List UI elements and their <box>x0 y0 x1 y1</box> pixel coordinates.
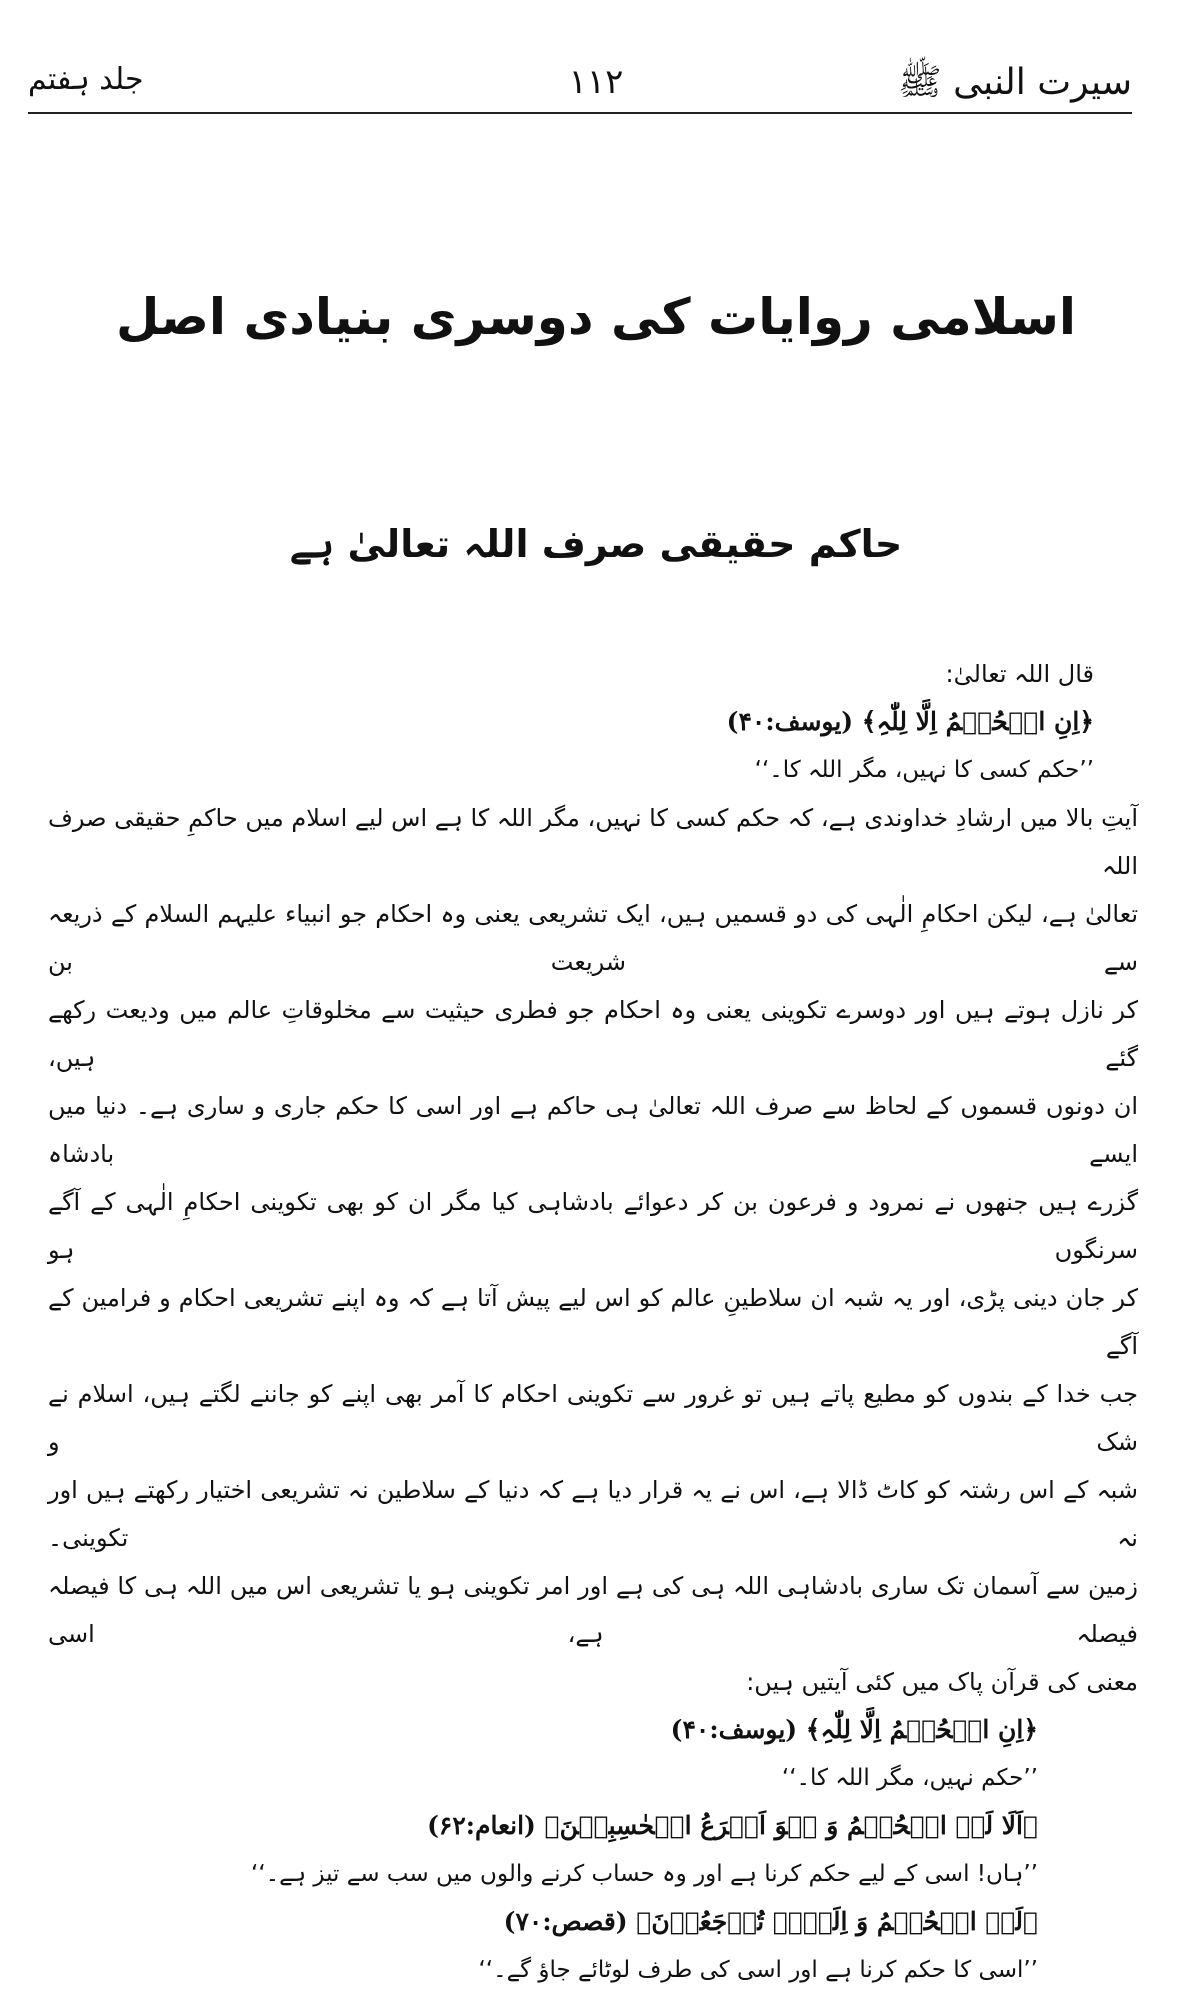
paragraph-line: کر جان دینی پڑی، اور یہ شبہ ان سلاطینِ عالم کو اس لیے پیش آتا ہے کہ وہ اپنے تشریعی احکام و فرامین کے آگے <box>48 1284 1138 1360</box>
paragraph-line: کر نازل ہوتے ہیں اور دوسرے تکوینی یعنی وہ احکام جو فطری حیثیت سے مخلوقاتِ عالم میں ودیعت رکھے گئے ہیں، <box>48 996 1138 1072</box>
verse-3-translation: ’’ہاں! اسی کے لیے حکم کرنا ہے اور وہ حساب کرنے والوں میں سب سے تیز ہے۔‘‘ <box>251 1861 1038 1887</box>
verse-1-arabic: ﴿اِنِ الۡحُکۡمُ اِلَّا لِلّٰہِ﴾ (یوسف:۴۰) <box>726 707 1094 736</box>
verse-4-translation: ’’اسی کا حکم کرنا ہے اور اسی کی طرف لوٹائے جاؤ گے۔‘‘ <box>478 1957 1038 1983</box>
paragraph-line: گزرے ہیں جنھوں نے نمرود و فرعون بن کر دعوائے بادشاہی کیا مگر ان کو بھی تکوینی احکامِ الٰہی کے آگے سرنگوں ہو <box>48 1188 1138 1264</box>
intro-label: قال اللہ تعالیٰ: <box>945 660 1094 688</box>
section-title: حاکم حقیقی صرف اللہ تعالیٰ ہے <box>289 522 903 566</box>
paragraph-line: جب خدا کے بندوں کو مطیع پاتے ہیں تو غرور سے تکوینی احکام کا آمر بھی اپنے کو جاننے لگتے ہیں، اسلام نے شک و <box>48 1380 1138 1456</box>
paragraph-line: ان دونوں قسموں کے لحاظ سے صرف اللہ تعالیٰ ہی حاکم ہے اور اسی کا حکم جاری و ساری ہے۔ دنیا میں ایسے بادشاہ <box>48 1092 1138 1168</box>
paragraph-line: زمین سے آسمان تک ساری بادشاہی اللہ ہی کی ہے اور امر تکوینی ہو یا تشریعی اس میں اللہ ہی کا فیصلہ فیصلہ ہے، اسی <box>48 1572 1138 1648</box>
paragraph-line: آیتِ بالا میں ارشادِ خداوندی ہے، کہ حکم کسی کا نہیں، مگر اللہ کا ہے اس لیے اسلام میں حاکمِ حقیقی صرف اللہ <box>48 804 1138 880</box>
paragraph-line: تعالیٰ ہے، لیکن احکامِ الٰہی کی دو قسمیں ہیں، ایک تشریعی یعنی وہ احکام جو انبیاء علیہم السلام کے ذریعہ سے شریعت بن <box>48 900 1138 976</box>
verse-4-arabic: ﴿لَہُ الۡحُکۡمُ وَ اِلَیۡہِ تُرۡجَعُوۡنَ﴾ (قصص:۷۰) <box>503 1907 1038 1936</box>
paragraph-line: شبہ کے اس رشتہ کو کاٹ ڈالا ہے، اس نے یہ قرار دیا ہے کہ دنیا کے سلاطین نہ تشریعی اختیار رکھتے ہیں اور نہ تکوینی۔ <box>48 1476 1138 1552</box>
page-body <box>48 650 1138 1994</box>
page-number: ۱۱۲ <box>568 62 624 102</box>
verse-1-translation: ’’حکم کسی کا نہیں، مگر اللہ کا۔‘‘ <box>754 757 1094 783</box>
verse-3-arabic: ﴿اَلَا لَہُ الۡحُکۡمُ وَ ہُوَ اَسۡرَعُ الۡحٰسِبِیۡنَ﴾ (انعام:۶۲) <box>427 1811 1038 1840</box>
running-header-volume: جلد ہفتم <box>28 62 144 97</box>
header-divider <box>28 112 1132 114</box>
verse-2-translation: ’’حکم نہیں، مگر اللہ کا۔‘‘ <box>781 1765 1038 1791</box>
running-header-book-title: سیرت النبی ﷺ <box>898 62 1132 103</box>
verse-2-arabic: ﴿اِنِ الۡحُکۡمُ اِلَّا لِلّٰہِ﴾ (یوسف:۴۰) <box>670 1715 1038 1744</box>
paragraph-line: معنی کی قرآن پاک میں کئی آیتیں ہیں: <box>746 1668 1138 1696</box>
chapter-title: اسلامی روایات کی دوسری بنیادی اصل <box>115 288 1077 346</box>
